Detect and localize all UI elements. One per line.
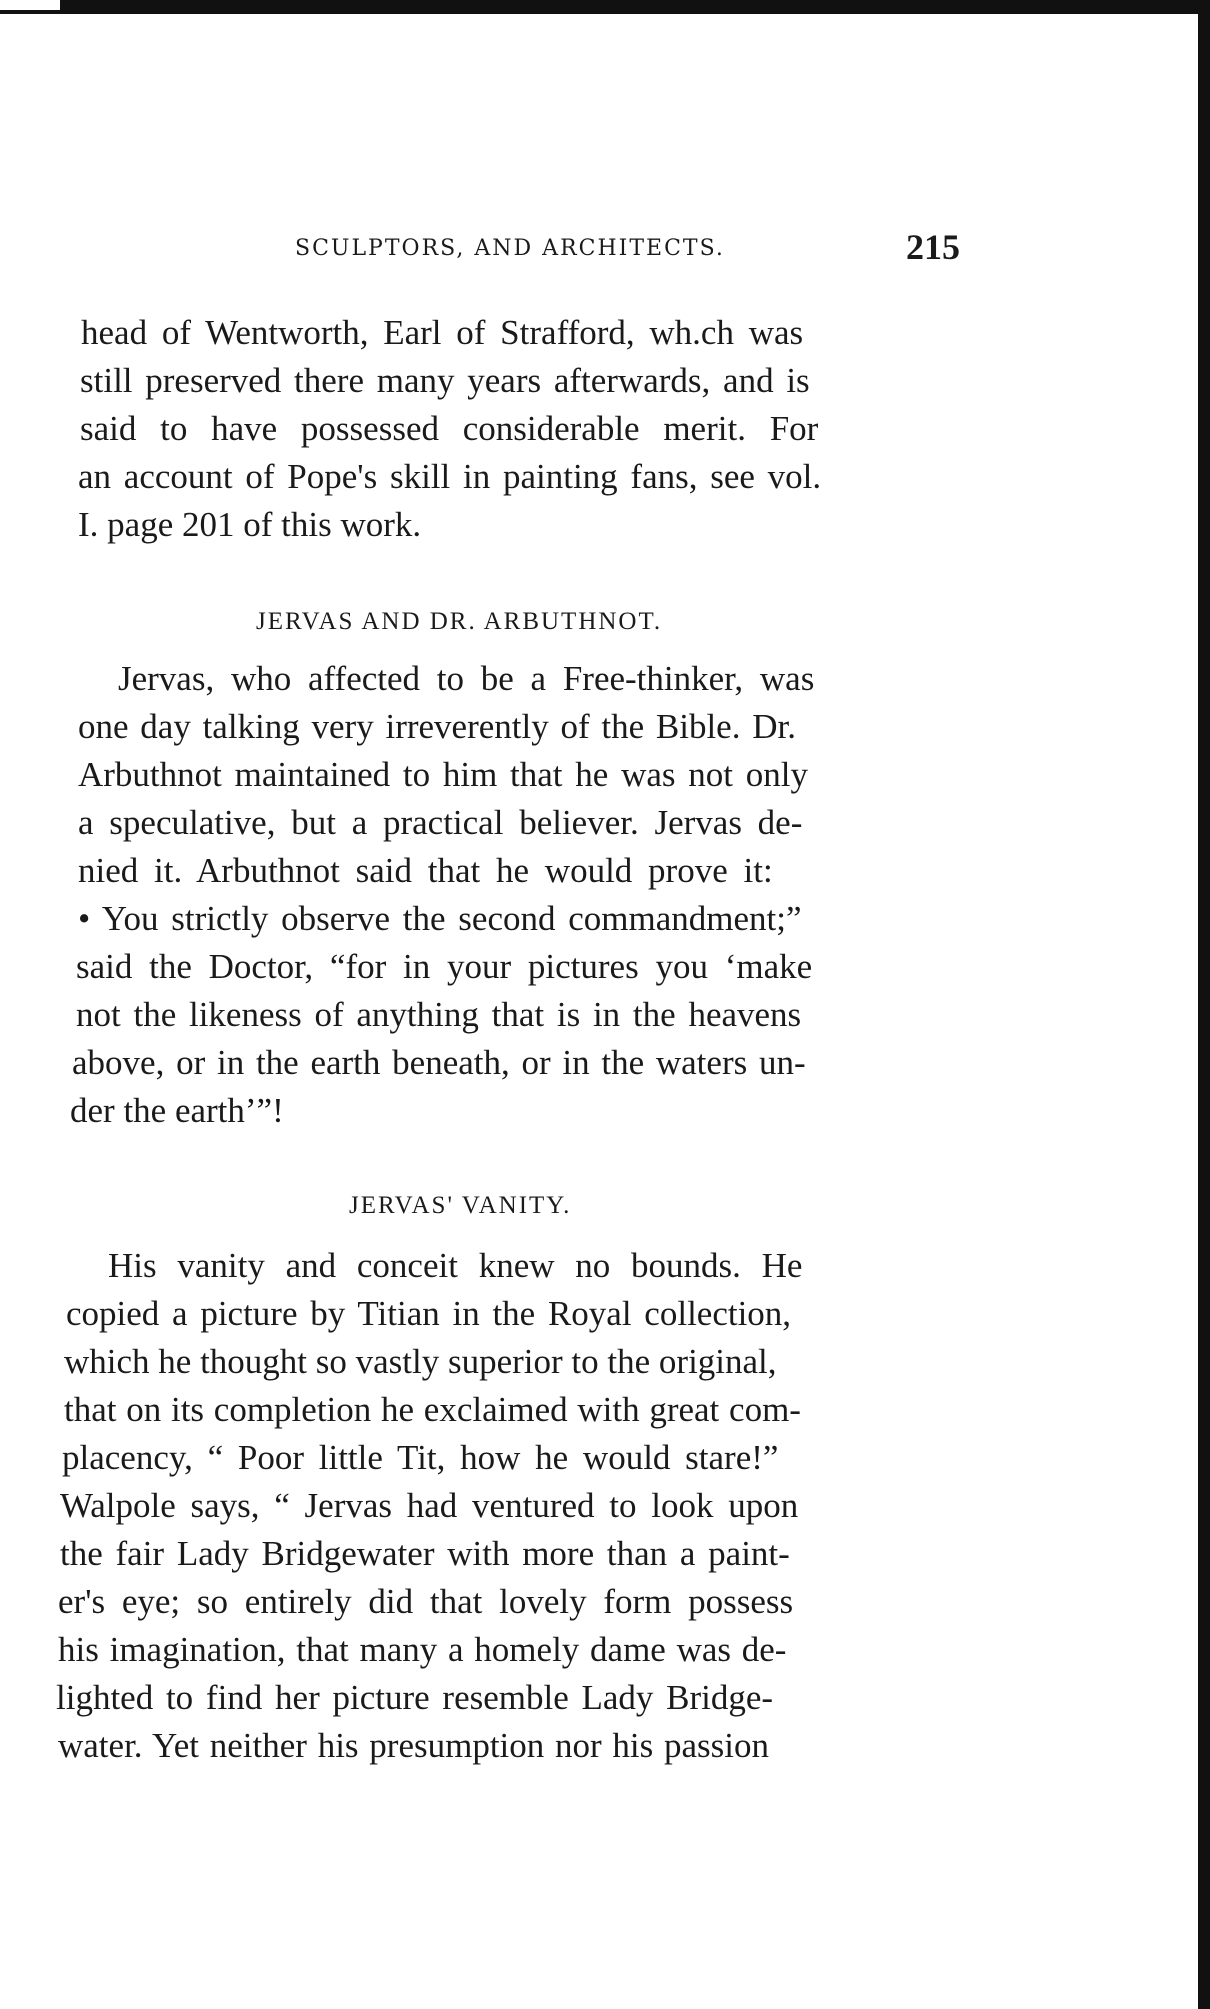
text-line: one day talking very irreverently of the Bible. Dr. [78,707,796,746]
text-line: nied it. Arbuthnot said that he would prove it: [78,851,773,890]
text-line: copied a picture by Titian in the Royal collection, [66,1294,792,1333]
text-line: head of Wentworth, Earl of Strafford, wh.ch was [81,313,804,352]
text-line: said the Doctor, “for in your pictures you ‘make [76,947,813,986]
text-line: Walpole says, “ Jervas had ventured to look upon [60,1486,799,1525]
running-head: SCULPTORS, AND ARCHITECTS. [295,236,725,261]
text-line: lighted to find her picture resemble Lady Bridge- [56,1678,774,1717]
text-line: • You strictly observe the second commandment;” [78,899,802,938]
text-line: above, or in the earth beneath, or in the waters un- [72,1043,806,1082]
text-line: placency, “ Poor little Tit, how he would stare!” [62,1438,779,1477]
section-heading: JERVAS' VANITY. [349,1192,572,1219]
text-line: I. page 201 of this work. [78,505,422,544]
page-header [100,227,960,272]
text-line: der the earth’”! [70,1091,284,1130]
text-line: not the likeness of anything that is in the heavens [76,995,802,1034]
text-line: Arbuthnot maintained to him that he was not only [78,755,808,794]
top-border [0,0,1210,14]
text-line: that on its completion he exclaimed with great com- [64,1390,801,1429]
top-left-corner [0,0,60,10]
text-line: His vanity and conceit knew no bounds. He [108,1246,803,1285]
text-line: water. Yet neither his presumption nor his passion [58,1726,770,1765]
page-number: 215 [906,227,960,267]
text-line: a speculative, but a practical believer. Jervas de- [78,803,803,842]
text-line: said to have possessed considerable merit. For [80,409,819,448]
text-line: the fair Lady Bridgewater with more than a paint- [60,1534,790,1573]
text-line: an account of Pope's skill in painting fans, see vol. [78,457,822,496]
right-border [1198,0,1210,2009]
section-heading: JERVAS AND DR. ARBUTHNOT. [256,608,663,635]
text-line: his imagination, that many a homely dame was de- [58,1630,787,1669]
text-line: which he thought so vastly superior to the original, [64,1342,777,1381]
text-line: still preserved there many years afterwards, and is [80,361,810,400]
text-line: er's eye; so entirely did that lovely form possess [58,1582,794,1621]
text-line: Jervas, who affected to be a Free-thinker, was [118,659,815,698]
